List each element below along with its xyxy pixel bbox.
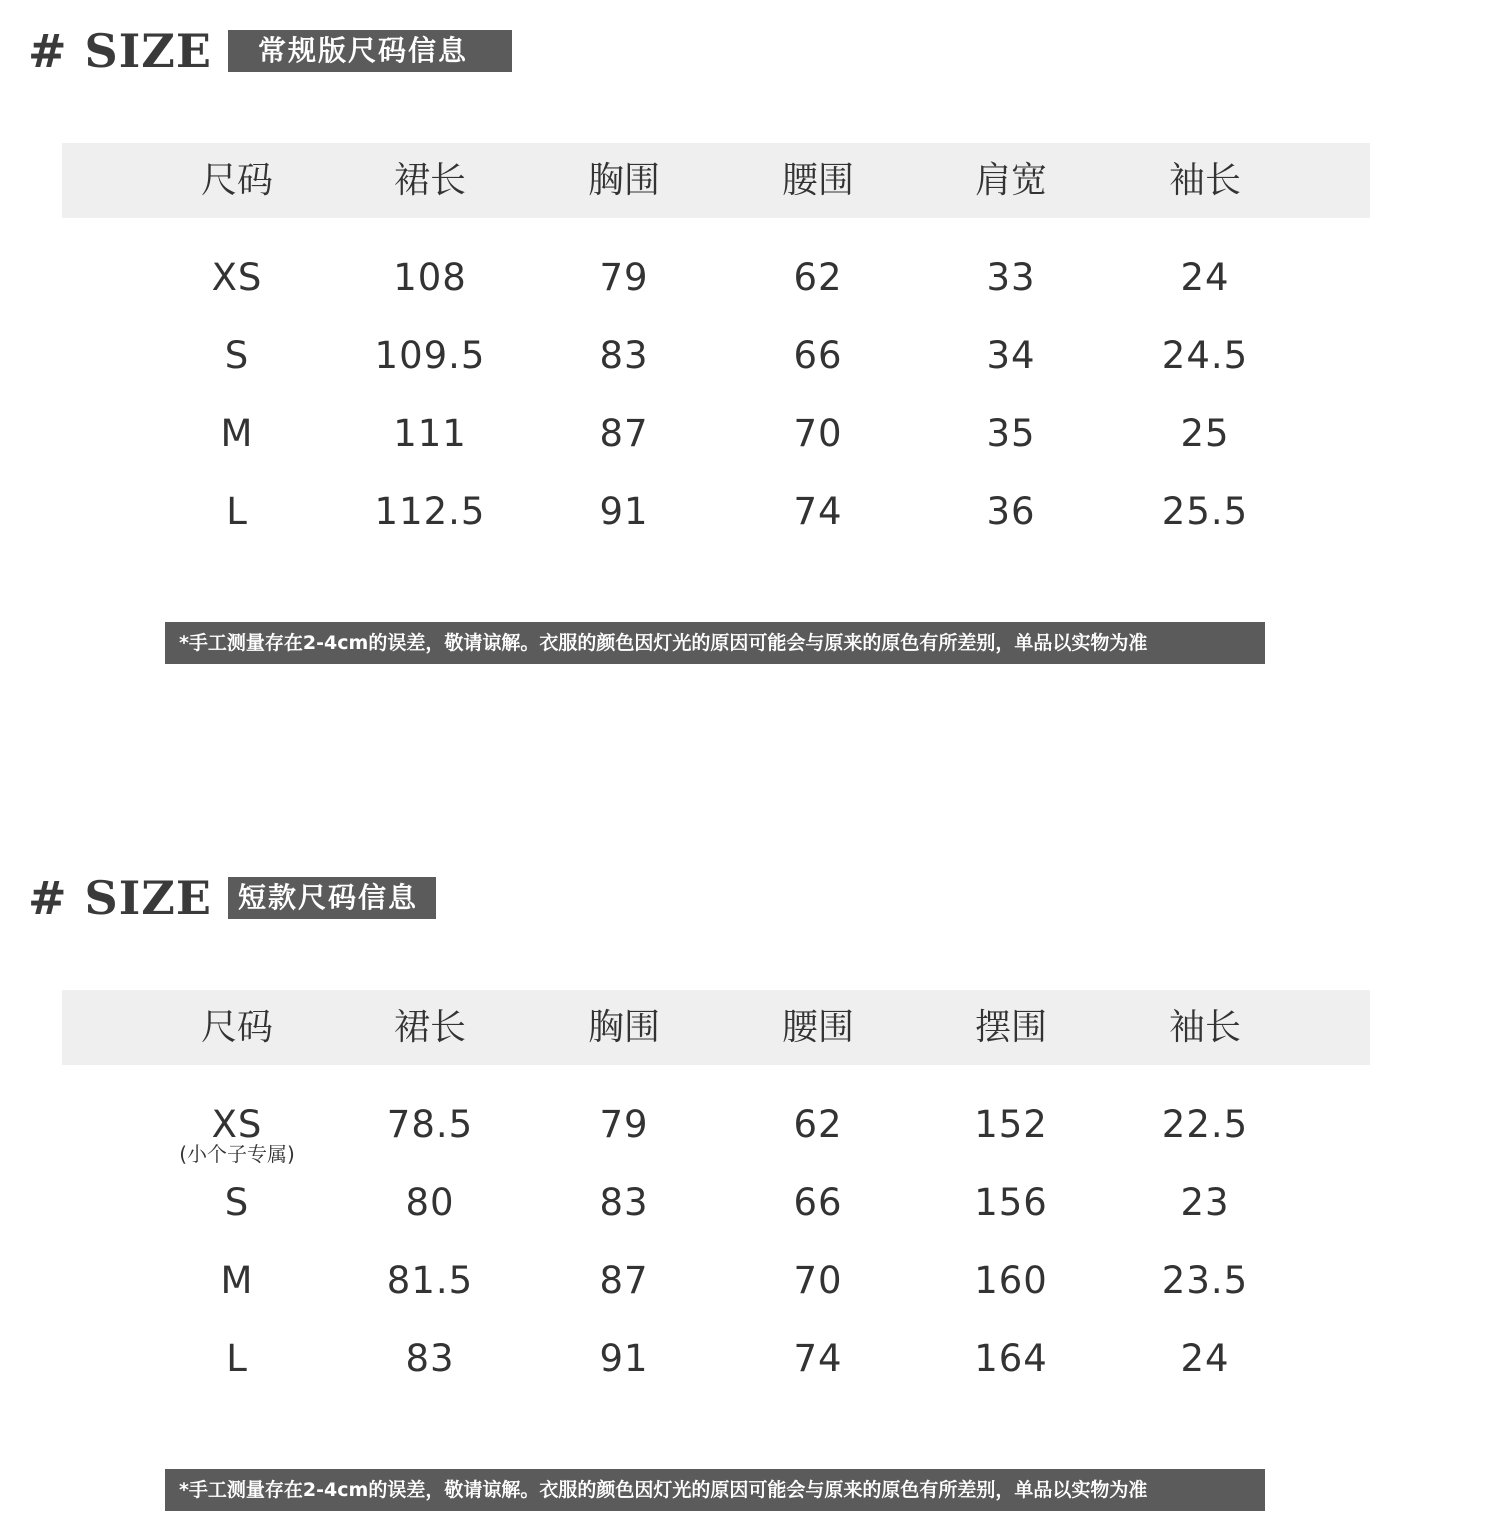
hem-value: 152 [974, 1103, 1048, 1146]
bust-value: 79 [599, 256, 649, 299]
sleeve-value: 23 [1180, 1181, 1230, 1224]
header-waist: 腰围 [781, 1007, 854, 1048]
shoulder-value: 36 [986, 490, 1036, 533]
hem-value: 156 [974, 1181, 1048, 1224]
size-label: S [224, 334, 250, 377]
section-tag: 常规版尺码信息 [228, 30, 512, 72]
sleeve-value: 24.5 [1161, 334, 1249, 377]
header-bust: 胸围 [587, 160, 660, 201]
header-bust: 胸围 [587, 1007, 660, 1048]
size-label: M [220, 1259, 254, 1302]
header-hem: 摆围 [974, 1007, 1047, 1048]
length-value: 83 [405, 1337, 455, 1380]
length-value: 109.5 [374, 334, 486, 377]
hem-value: 160 [974, 1259, 1048, 1302]
waist-value: 74 [793, 490, 843, 533]
waist-value: 62 [793, 256, 843, 299]
size-label: XS [211, 256, 263, 299]
size-heading: # SIZE [28, 24, 212, 78]
header-length: 裙长 [393, 1007, 466, 1048]
header-waist: 腰围 [781, 160, 854, 201]
shoulder-value: 34 [986, 334, 1036, 377]
waist-value: 70 [793, 412, 843, 455]
hem-value: 164 [974, 1337, 1048, 1380]
section-tag: 短款尺码信息 [228, 877, 436, 919]
size-label: L [226, 490, 248, 533]
waist-value: 70 [793, 1259, 843, 1302]
size-label: S [224, 1181, 250, 1224]
header-sleeve: 袖长 [1168, 160, 1241, 201]
bust-value: 91 [599, 490, 649, 533]
size-label: L [226, 1337, 248, 1380]
shoulder-value: 33 [986, 256, 1036, 299]
length-value: 81.5 [386, 1259, 474, 1302]
bust-value: 87 [599, 412, 649, 455]
waist-value: 66 [793, 1181, 843, 1224]
sleeve-value: 25.5 [1161, 490, 1249, 533]
header-length: 裙长 [393, 160, 466, 201]
header-shoulder: 肩宽 [974, 160, 1047, 201]
length-value: 111 [393, 412, 467, 455]
length-value: 80 [405, 1181, 455, 1224]
header-size: 尺码 [200, 1007, 273, 1048]
sleeve-value: 24 [1180, 256, 1230, 299]
measurement-note: *手工测量存在2-4cm的误差，敬请谅解。衣服的颜色因灯光的原因可能会与原来的原色有所差别，单品以实物为准 [165, 622, 1265, 664]
length-value: 108 [393, 256, 467, 299]
header-sleeve: 袖长 [1168, 1007, 1241, 1048]
bust-value: 83 [599, 1181, 649, 1224]
sleeve-value: 22.5 [1161, 1103, 1249, 1146]
table-header [62, 990, 1370, 1065]
sleeve-value: 25 [1180, 412, 1230, 455]
bust-value: 91 [599, 1337, 649, 1380]
sleeve-value: 23.5 [1161, 1259, 1249, 1302]
size-label: XS [211, 1103, 263, 1146]
shoulder-value: 35 [986, 412, 1036, 455]
size-sublabel: (小个子专属) [179, 1142, 295, 1166]
length-value: 78.5 [386, 1103, 474, 1146]
table-header [62, 143, 1370, 218]
bust-value: 79 [599, 1103, 649, 1146]
waist-value: 66 [793, 334, 843, 377]
size-label: M [220, 412, 254, 455]
measurement-note: *手工测量存在2-4cm的误差，敬请谅解。衣服的颜色因灯光的原因可能会与原来的原色有所差别，单品以实物为准 [165, 1469, 1265, 1511]
bust-value: 87 [599, 1259, 649, 1302]
section-title [28, 26, 512, 76]
size-heading: # SIZE [28, 871, 212, 925]
waist-value: 62 [793, 1103, 843, 1146]
section-title [28, 873, 436, 923]
waist-value: 74 [793, 1337, 843, 1380]
length-value: 112.5 [374, 490, 486, 533]
header-size: 尺码 [200, 160, 273, 201]
bust-value: 83 [599, 334, 649, 377]
sleeve-value: 24 [1180, 1337, 1230, 1380]
